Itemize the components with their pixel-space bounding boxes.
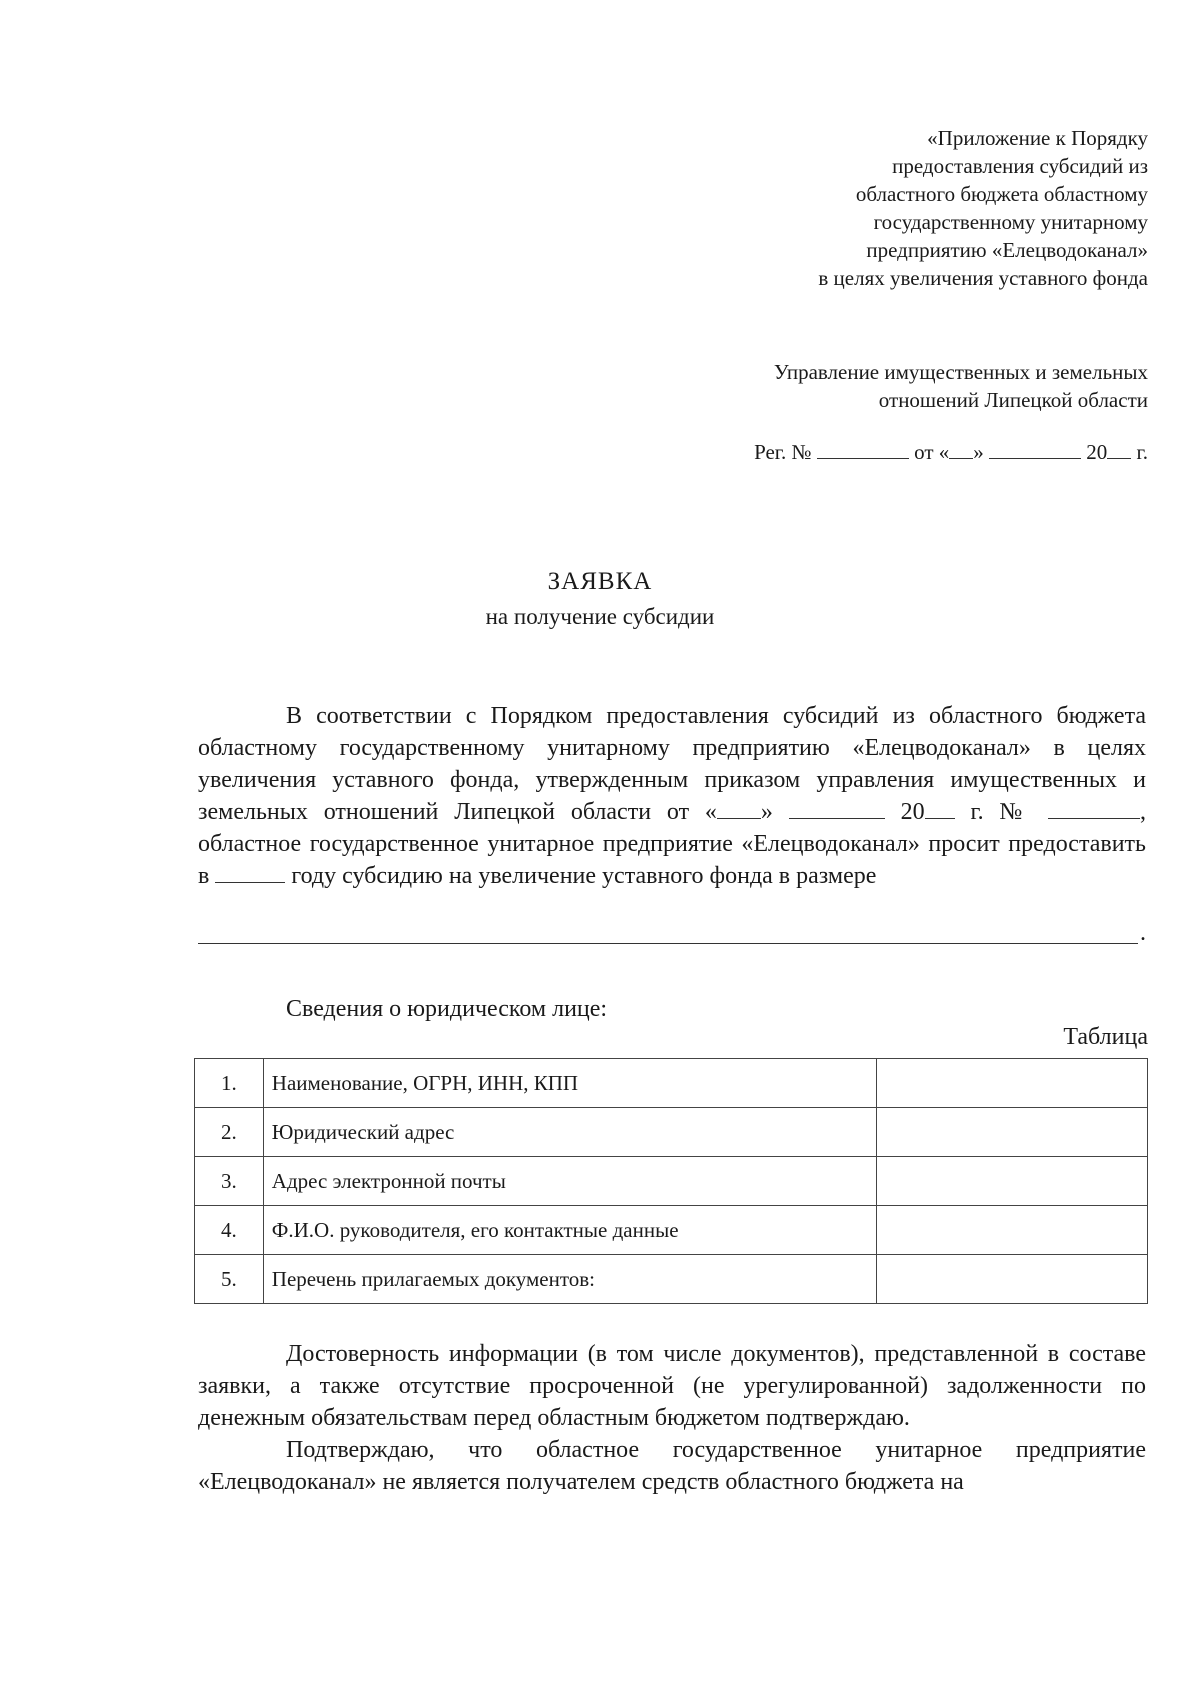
intro-text: 20 [900,799,925,825]
reg-day-blank [949,440,973,459]
row-value [876,1059,1147,1108]
row-value [876,1157,1147,1206]
appendix-line: в целях увеличения уставного фонда [818,266,1148,290]
addressee-line: Управление имущественных и земельных [773,360,1148,384]
intro-text: В соответствии с Порядком предоставления субсидий из областного бюджета областному государственному унитарному предприятию «Елецводоканал» в целях увеличения уставного фонда, утвержденным приказом управления имущественных и земельных отношений Липецкой области от « [198,703,1146,825]
row-number: 3. [195,1157,264,1206]
order-year-blank [925,800,955,819]
order-day-blank [717,800,761,819]
table-row [195,1206,1148,1255]
appendix-line: «Приложение к Порядку [927,126,1148,150]
reg-month-blank [989,440,1081,459]
table-caption: Таблица [1063,1024,1148,1050]
intro-text: году субсидию на увеличение уставного фонда в размере [291,863,877,889]
table-row [195,1108,1148,1157]
table-row [195,1157,1148,1206]
reg-year-blank [1107,440,1131,459]
legal-entity-table [194,1058,1148,1304]
row-number: 4. [195,1206,264,1255]
registration-line [754,440,1148,465]
intro-paragraph [198,700,1146,892]
amount-end-mark: . [1140,920,1146,946]
reg-number-blank [817,440,909,459]
order-month-blank [789,800,885,819]
document-title: ЗАЯВКА [547,568,653,595]
row-value [876,1255,1147,1304]
confirmation-section [198,1338,1146,1498]
order-number-blank [1048,800,1140,819]
appendix-line: государственному унитарному [873,210,1148,234]
intro-text: г. № [970,799,1033,825]
appendix-note [818,124,1148,292]
addressee-line: отношений Липецкой области [878,388,1148,412]
intro-text: » [760,799,773,825]
reg-number-label: Рег. № [754,440,812,464]
reg-quote-close: » [973,440,984,464]
intro-text: , областное государственное унитарное предприятие «Елецводоканал» просит предоставить в [198,799,1147,889]
row-label: Ф.И.О. руководителя, его контактные данные [263,1206,876,1255]
appendix-line: предоставления субсидий из [892,154,1148,178]
row-value [876,1108,1147,1157]
document-subtitle: на получение субсидии [485,604,715,629]
amount-blank-line [198,942,1138,944]
confirmation-paragraph: Достоверность информации (в том числе документов), представленной в составе заявки, а также отсутствие просроченной (не урегулированной) задолженности по денежным обязательствам перед областным бюджетом подтверждаю. [198,1341,1146,1431]
year-blank [215,864,285,883]
appendix-line: областного бюджета областному [855,182,1148,206]
row-number: 2. [195,1108,264,1157]
reg-year-prefix: 20 [1086,440,1108,464]
row-number: 5. [195,1255,264,1304]
reg-from-label: от « [914,440,950,464]
appendix-line: предприятию «Елецводоканал» [866,238,1148,262]
confirmation-paragraph: Подтверждаю, что областное государственное унитарное предприятие «Елецводоканал» не является получателем средств областного бюджета на [198,1437,1146,1495]
addressee [774,358,1148,414]
row-label: Юридический адрес [263,1108,876,1157]
row-number: 1. [195,1059,264,1108]
row-label: Адрес электронной почты [263,1157,876,1206]
reg-year-suffix: г. [1136,440,1148,464]
row-label: Наименование, ОГРН, ИНН, КПП [263,1059,876,1108]
legal-entity-heading: Сведения о юридическом лице: [286,996,608,1022]
row-label: Перечень прилагаемых документов: [263,1255,876,1304]
table-row [195,1255,1148,1304]
row-value [876,1206,1147,1255]
table-row [195,1059,1148,1108]
